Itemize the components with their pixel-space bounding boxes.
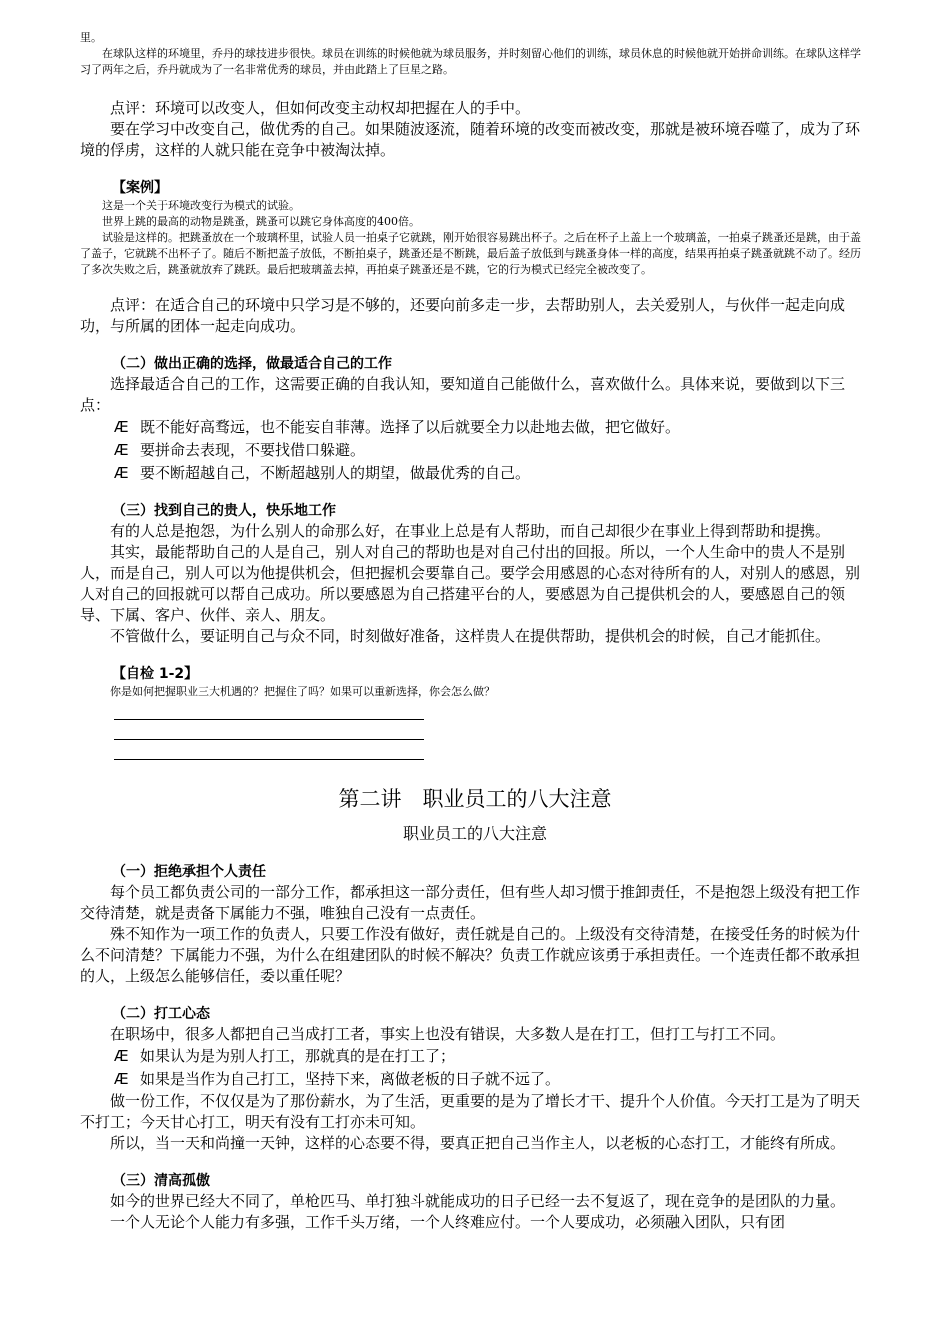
lecture-section-3-heading: （三）清高孤傲: [112, 1173, 210, 1189]
lecture-section-3-paragraph-1: 如今的世界已经大不同了，单枪匹马、单打独斗就能成功的日子已经一去不复返了，现在竞争的是团队的力量。: [110, 1192, 846, 1210]
case-line-3: 试验是这样的。把跳蚤放在一个玻璃杯里，试验人员一拍桌子它就跳，刚开始很容易跳出杯子。之后在杯子上盖上一个玻璃盖，一拍桌子跳蚤还是跳，由于盖了盖子，它就跳不出杯子了。随后不断把盖子放低，不断拍桌子，跳蚤还是不断跳，最后盖子放低到与跳蚤身体一样的高度，结果再拍桌子跳蚤就跳不动了。经历了多次失败之后，跳蚤就放弃了跳跃。最后把玻璃盖去掉，再拍桌子跳蚤还是不跳，它的行为模式已经完全被改变了。: [80, 231, 861, 276]
self-check-heading: 【自检 1-2】: [112, 666, 199, 682]
comment-1-line: 点评：环境可以改变人，但如何改变主动权却把握在人的手中。: [110, 99, 531, 117]
case-heading: 【案例】: [112, 180, 168, 196]
lecture-section-2-bullet-1: [80, 1045, 870, 1068]
lecture-title: 第二讲 职业员工的八大注意: [338, 787, 612, 811]
lecture-section-1-paragraph-1: 每个员工都负责公司的一部分工作，都承担这一部分责任，但有些人却习惯于推卸责任，不是抱怨上级没有把工作交待清楚，就是责备下属能力不强，唯独自己没有一点责任。: [80, 883, 861, 922]
section-3-paragraph-2: 其实，最能帮助自己的人是自己，别人对自己的帮助也是对自己付出的回报。所以，一个人生命中的贵人不是别人，而是自己，别人可以为他提供机会，但把握机会要靠自己。要学会用感恩的心态对待所有的人，对别人的感恩，别人对自己的回报就可以帮自己成功。所以要感恩为自己搭建平台的人，要感恩为自己提供机会的人，要感恩自己的领导、下属、客户、伙伴、亲人、朋友。: [80, 543, 861, 624]
lecture-section-2-paragraph-3: 所以，当一天和尚撞一天钟，这样的心态要不得，要真正把自己当作主人，以老板的心态打工，才能终有所成。: [110, 1134, 846, 1152]
self-check-question: 你是如何把握职业三大机遇的？把握住了吗？如果可以重新选择，你会怎么做？: [110, 685, 495, 698]
case-line-1: 这是一个关于环境改变行为模式的试验。: [102, 199, 300, 212]
lecture-section-3-paragraph-2: 一个人无论个人能力有多强，工作千头万绪，一个人终难应付。一个人要成功，必须融入团队，只有团: [110, 1213, 786, 1231]
section-3-paragraph-3: 不管做什么，要证明自己与众不同，时刻做好准备，这样贵人在提供帮助，提供机会的时候，自己才能抓住。: [110, 627, 831, 645]
bullet-symbol: Æ: [114, 1047, 129, 1065]
lecture-section-1-paragraph-2: 殊不知作为一项工作的负责人，只要工作没有做好，责任就是自己的。上级没有交待清楚，在接受任务的时候为什么不问清楚？下属能力不强，为什么在组建团队的时候不解决？负责工作就应该勇于承担责任。一个连责任都不敢承担的人，上级怎么能够信任，委以重任呢？: [80, 925, 861, 985]
document-page: [80, 30, 870, 1233]
lecture-section-2-intro: 在职场中，很多人都把自己当成打工者，事实上也没有错误，大多数人是在打工，但打工与打工不同。: [110, 1025, 786, 1043]
comment-2-paragraph: 点评：在适合自己的环境中只学习是不够的，还要向前多走一步，去帮助别人，去关爱别人，与伙伴一起走向成功，与所属的团体一起走向成功。: [80, 296, 846, 335]
lecture-section-2-paragraph-2: 做一份工作，不仅仅是为了那份薪水，为了生活，更重要的是为了增长才干、提升个人价值。今天打工是为了明天不打工；今天甘心打工，明天有没有工打亦未可知。: [80, 1092, 861, 1131]
section-2-bullet-1: [80, 416, 870, 439]
bullet-text: 要拼命去表现，不要找借口躲避。: [140, 441, 366, 459]
jordan-paragraph: 在球队这样的环境里，乔丹的球技进步很快。球员在训练的时候他就为球员服务，并时刻留心他们的训练，球员休息的时候他就开始拼命训练。在球队这样学习了两年之后，乔丹就成为了一名非常优秀的球员，并由此踏上了巨星之路。: [80, 47, 861, 76]
lecture-section-2-bullet-2: [80, 1068, 870, 1091]
lecture-subtitle: 职业员工的八大注意: [402, 824, 547, 843]
bullet-symbol: Æ: [114, 418, 129, 436]
bullet-text: 如果认为是为别人打工，那就真的是在打工了；: [140, 1047, 456, 1065]
case-line-2: 世界上跳的最高的动物是跳蚤，跳蚤可以跳它身体高度的400倍。: [102, 215, 420, 228]
bullet-symbol: Æ: [114, 1070, 129, 1088]
lecture-section-1-heading: （一）拒绝承担个人责任: [112, 864, 266, 880]
section-2-heading: （二）做出正确的选择，做最适合自己的工作: [112, 356, 392, 372]
section-3-heading: （三）找到自己的贵人，快乐地工作: [112, 503, 336, 519]
section-2-intro: 选择最适合自己的工作，这需要正确的自我认知，要知道自己能做什么，喜欢做什么。具体来说，要做到以下三点：: [80, 375, 846, 414]
bullet-text: 既不能好高骛远，也不能妄自菲薄。选择了以后就要全力以赴地去做，把它做好。: [140, 418, 681, 436]
answer-line-1[interactable]: [114, 700, 424, 720]
bullet-text: 如果是当作为自己打工，坚持下来，离做老板的日子就不远了。: [140, 1070, 561, 1088]
lecture-section-2-heading: （二）打工心态: [112, 1006, 210, 1022]
bullet-text: 要不断超越自己，不断超越别人的期望，做最优秀的自己。: [140, 464, 531, 482]
fragment-text: 里。: [80, 31, 102, 44]
section-2-bullet-2: [80, 439, 870, 462]
section-3-paragraph-1: 有的人总是抱怨，为什么别人的命那么好，在事业上总是有人帮助，而自己却很少在事业上得到帮助和提携。: [110, 522, 831, 540]
answer-line-2[interactable]: [114, 720, 424, 740]
section-2-bullet-3: [80, 462, 870, 485]
bullet-symbol: Æ: [114, 464, 129, 482]
answer-line-3[interactable]: [114, 740, 424, 760]
comment-1-paragraph: 要在学习中改变自己，做优秀的自己。如果随波逐流，随着环境的改变而被改变，那就是被环境吞噬了，成为了环境的俘虏，这样的人就只能在竞争中被淘汰掉。: [80, 120, 861, 159]
bullet-symbol: Æ: [114, 441, 129, 459]
